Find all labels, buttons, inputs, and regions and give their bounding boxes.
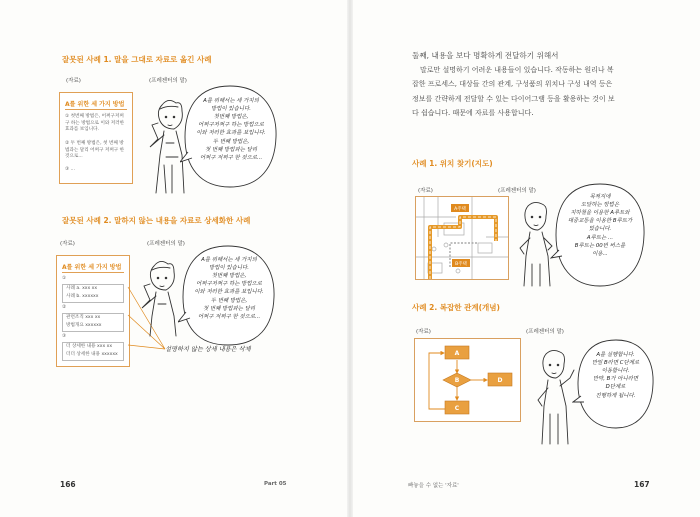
box-number: ① <box>62 276 67 281</box>
paragraph-title: 둘째, 내용을 보다 명확하게 전달하기 위해서 <box>412 51 559 60</box>
paragraph-line: 말로만 설명하기 어려운 내용들이 있습니다. 작동하는 원리나 복 <box>420 66 614 74</box>
page-number: 166 <box>60 480 76 489</box>
bubble-text <box>580 351 651 400</box>
bubble-text <box>559 193 641 258</box>
map-label-a: A주택 <box>454 207 466 212</box>
bubble-text <box>186 256 272 321</box>
card-title: A를 위한 세 가지 방법 <box>62 264 122 271</box>
speech-label: (프레젠터의 말) <box>147 241 185 247</box>
bubble-line: A를 실행합니다. <box>596 352 635 358</box>
detail-line: 더더 상세한 내용 xxxxxx <box>66 351 118 357</box>
bubble-line: 어쩌구 저쩌구 한 것으로... <box>199 154 263 161</box>
detail-line: 사례 b. xxxxxx <box>66 293 99 299</box>
bubble-line: 있습니다. <box>588 226 612 233</box>
detail-line: 방법개요 xxxxxx <box>66 322 102 328</box>
example1-heading: 잘못된 사례 1. 말을 그대로 자료로 옮긴 사례 <box>62 55 212 64</box>
bubble-line: 만일 B라면 C단계로 <box>591 360 640 367</box>
divider <box>62 272 124 273</box>
material-label: (자료) <box>66 78 81 84</box>
bubble-line: 지하철을 이용한 A루트와 <box>570 210 630 217</box>
node-c-label: C <box>454 405 460 412</box>
node-b-label: B <box>454 377 460 384</box>
bubble-line: 두 번째 방법은, <box>210 297 248 304</box>
running-footer: 빠놓을 수 없는 '자료' <box>408 483 459 489</box>
bubble-line: 만약, B가 아니라면 <box>592 376 639 383</box>
example2-heading: 사례 2. 복잡한 관계(개념) <box>412 303 500 312</box>
bubble-line: B루트는 00번 버스를 <box>574 242 626 249</box>
material-label: (자료) <box>416 329 431 335</box>
bubble-line: 목적지에 <box>589 194 611 200</box>
material-label: (자료) <box>418 188 433 194</box>
bubble-line: 어쩌구 저쩌구 한 것으로... <box>197 313 261 320</box>
list-item: ① 첫번째 방법은, 어쩌구저쩌구 하는 방법으로 이와 저러한 효과를 보입니다. <box>65 114 125 133</box>
card-title: A를 위한 세 가지 방법 <box>65 101 125 108</box>
bubble-line: 어쩌구저쩌구 하는 방법으로 <box>196 281 262 288</box>
speech-label: (프레젠터의 말) <box>149 78 187 84</box>
slide-card <box>56 255 130 367</box>
speech-label: (프레젠터의 말) <box>498 188 536 194</box>
paragraph-line: 잡한 프로세스, 대상들 간의 관계, 구성품의 위치나 구성 내역 등은 <box>412 80 613 89</box>
right-page <box>350 0 700 517</box>
detail-box <box>62 342 124 361</box>
bubble-line: 진행하게 됩니다. <box>595 392 636 399</box>
list-item: ② 두 번째 방법은, 첫 번째 방법과는 달리 어쩌구 저쩌구 한 것으로... <box>65 141 125 160</box>
bubble-line: 도달하는 방법은 <box>580 202 620 209</box>
bubble-line: 어쩌구저쩌구 하는 방법으로 <box>198 122 264 129</box>
bubble-line: 두 번째 방법은, <box>212 138 250 145</box>
page-number: 167 <box>634 480 650 489</box>
map-label-b: B주택 <box>455 262 467 267</box>
map-card <box>415 196 509 280</box>
bubble-line: D단계로 <box>605 384 626 391</box>
detail-line: 사례 a. xxx xx <box>66 286 98 291</box>
speech-label: (프레젠터의 말) <box>526 329 564 335</box>
bubble-line: 방법이 있습니다. <box>209 265 249 272</box>
box-number: ③ <box>62 334 67 339</box>
paragraph-line: 다 쉽습니다. 때문에 자료를 사용합니다. <box>412 109 534 118</box>
flowchart-card <box>414 338 521 422</box>
bubble-line: 대중교통을 이용한 B루트가 <box>567 218 633 225</box>
bubble-line: 첫번째 방법은, <box>211 273 247 280</box>
box-number: ② <box>62 305 67 310</box>
divider <box>65 109 127 110</box>
map-illustration <box>416 197 508 279</box>
annotation-text: 설명하지 않는 상세 내용은 삭제 <box>165 346 251 353</box>
bubble-line: A를 위해서는 세 가지의 <box>201 257 257 263</box>
detail-line: 관련조직 xxx xx <box>66 315 101 320</box>
bubble-line: A를 위해서는 세 가지의 <box>203 98 259 104</box>
bubble-line: 첫 번째 방법과는 달리 <box>202 305 255 312</box>
paragraph-line: 정보를 간략하게 전달할 수 있는 다이어그램 등을 활용하는 것이 보 <box>412 94 615 103</box>
detail-line: 더 상세한 내용 xxx xx <box>66 344 113 349</box>
example2-heading: 잘못된 사례 2. 말하지 않는 내용을 자료로 상세화한 사례 <box>62 216 251 225</box>
node-d-label: D <box>497 377 503 384</box>
list-item: ③ ... <box>65 167 75 172</box>
example1-heading: 사례 1. 위치 찾기(지도) <box>412 159 493 168</box>
detail-box <box>62 284 124 303</box>
bubble-line: 이동합니다. <box>601 368 630 375</box>
bubble-line: 이용... <box>592 250 608 257</box>
slide-card <box>59 92 133 184</box>
bubble-line: 첫번째 방법은, <box>213 114 249 121</box>
bubble-line: 이와 저러한 효과를 보입니다. <box>196 130 266 137</box>
flowchart-diagram <box>415 339 520 421</box>
part-label: Part 05 <box>264 481 287 487</box>
paragraph-body <box>412 63 662 120</box>
bubble-line: A루트는 ... <box>586 234 614 241</box>
bubble-text <box>188 97 274 162</box>
detail-box <box>62 313 124 332</box>
bubble-line: 첫 번째 방법과는 달리 <box>204 146 257 153</box>
bubble-line: 방법이 있습니다. <box>211 106 251 113</box>
bubble-line: 이와 저러한 효과를 보입니다. <box>194 289 264 296</box>
material-label: (자료) <box>60 241 75 247</box>
node-a-label: A <box>454 350 460 357</box>
